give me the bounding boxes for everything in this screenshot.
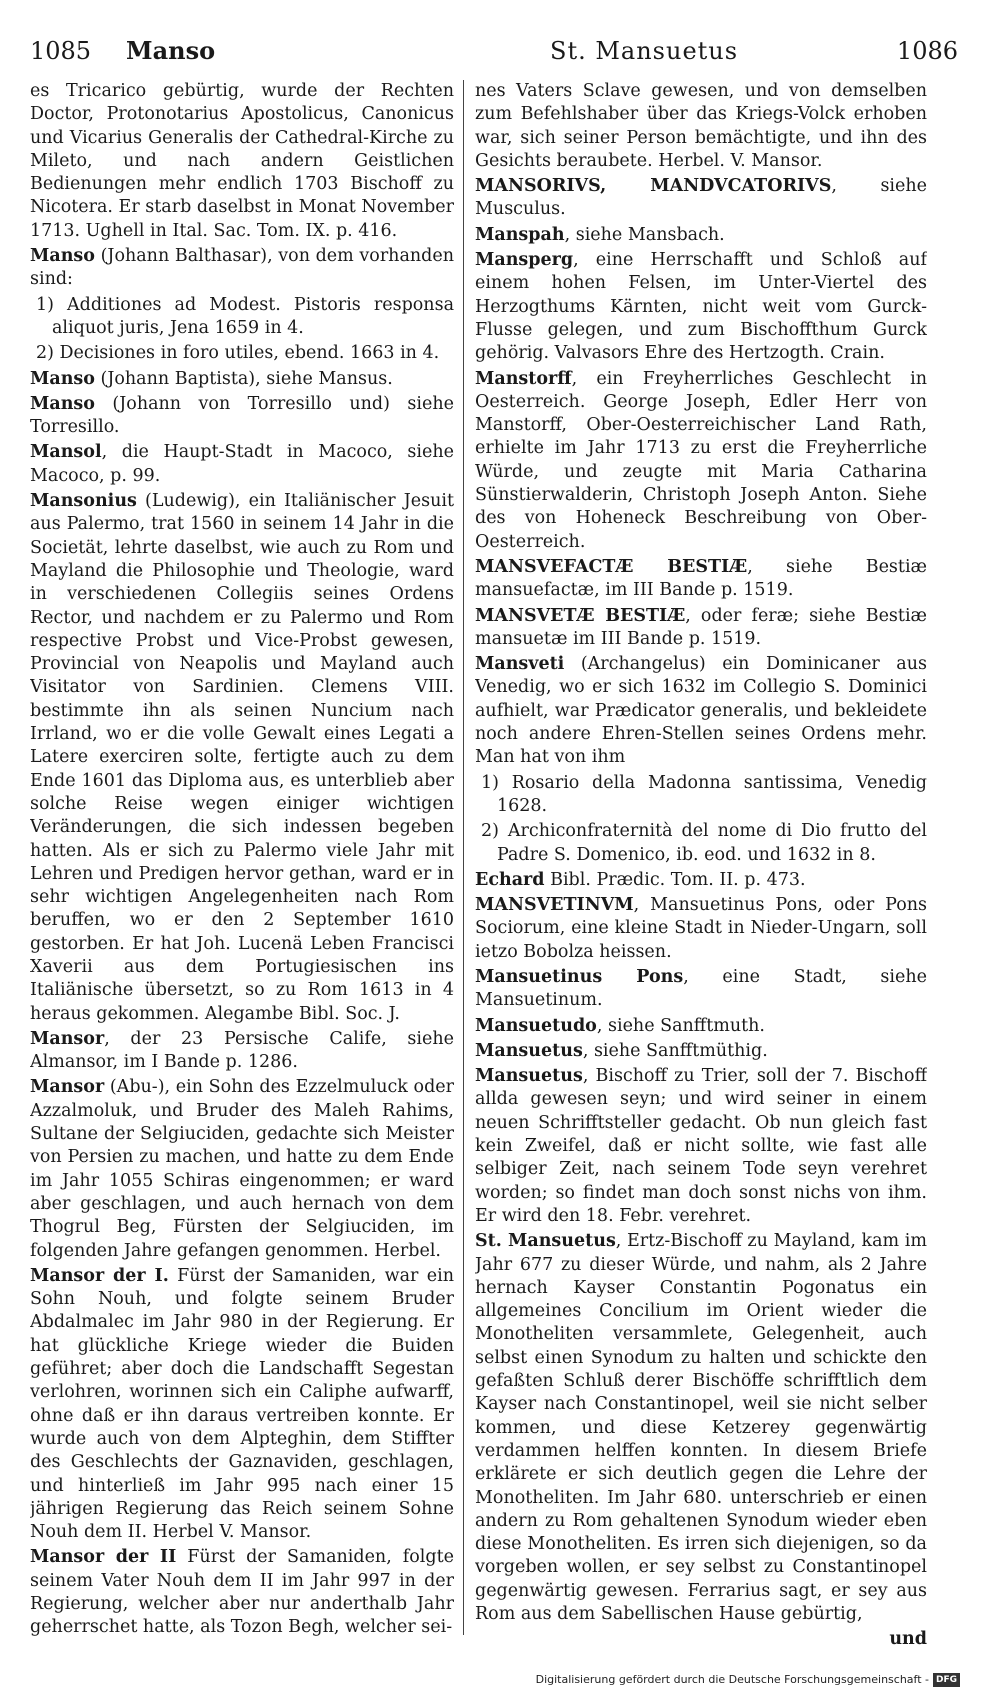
entry-headword: Manso xyxy=(30,393,95,414)
dictionary-entry xyxy=(475,653,927,769)
dictionary-entry xyxy=(475,368,927,554)
entry-headword: Mansor xyxy=(30,1077,105,1098)
dictionary-entry xyxy=(30,80,454,243)
entry-headword: Mansor xyxy=(30,1028,105,1049)
entry-text: , oder feræ; siehe Bestiæ mansuetæ im III Bande p. 1519. xyxy=(475,605,927,649)
entry-headword: Mansuetudo xyxy=(475,1015,597,1036)
page-number-left: 1085 xyxy=(30,37,92,65)
dictionary-entry xyxy=(475,1015,927,1038)
entry-text: , ein Freyherrliches Geschlecht in Oesterreich. George Joseph, Edler Herr von Manstorff, Ober-Oesterreichischer Land Rath, erhielte im Jahr 1713 zu erst die Freyherrliche Würde, und zeugte mit Maria Catharina Sünstierwalderin, Christoph Joseph Anton. Siehe des von Hoheneck Beschreibung von Ober-Oesterreich. xyxy=(475,368,927,552)
entry-text: , der 23 Persische Calife, siehe Almansor, im I Bande p. 1286. xyxy=(30,1028,454,1073)
entry-text: (Johann von Torresillo und) siehe Torresillo. xyxy=(30,393,454,438)
dictionary-entry xyxy=(475,1065,927,1228)
dictionary-entry xyxy=(475,869,927,892)
entry-headword: Manso xyxy=(30,246,95,267)
dictionary-entry xyxy=(30,368,454,391)
entry-text: , eine Stadt, siehe Mansuetinum. xyxy=(475,966,927,1011)
dictionary-entry xyxy=(475,605,927,652)
entry-text: (Ludewig), ein Italiänischer Jesuit aus Palermo, trat 1560 in seinem 14 Jahr in die Societät, lehrte daselbst, wie auch zu Rom und Mayland die Philosophie und Theologie, ward in verschiedenen Collegiis seines Ordens Rector, und nachdem er zu Palermo und Rom respective Probst und Vice-Probst gewesen, Provincial von Neapolis und Mayland auch Visitator von Sardinien. Clemens VIII. bestimmte ihn als seinen Nuncium nach Irrland, wo er die volle Gewalt eines Legati a Latere exerciren solte, fertigte auch zu dem Ende 1601 das Diploma aus, es unterblieb aber solche Reise wegen einiger wichtigen Veränderungen, die sich indessen begeben hatten. Als er sich zu Palermo viele Jahr mit Lehren und Predigen hervor gethan, ward er in sehr wichtigen Angelegenheiten nach Rom beruffen, wo er den 2 September 1610 gestorben. Er hat Joh. Lucenä Leben Francisci Xaverii aus dem Portugiesischen ins Italiänische übersetzt, so zu Rom 1613 in 4 heraus gekommen. Alegambe Bibl. Soc. J. xyxy=(30,491,454,1024)
dictionary-entry xyxy=(475,1230,927,1626)
entry-headword: MANSORIVS, MANDVCATORIVS xyxy=(475,176,832,197)
entry-headword: Mansor der I. xyxy=(30,1265,169,1286)
dictionary-entry xyxy=(475,894,927,964)
entry-text: Fürst der Samaniden, folgte seinem Vater Nouh dem II im Jahr 997 in der Regierung, welcher aber nur anderthalb Jahr geherrschet hatte, als Tozon Begh, welcher sei- xyxy=(30,1547,454,1638)
entry-text: Fürst der Samaniden, war ein Sohn Nouh, und folgte seinem Bruder Abdalmalec im Jahr 980 in der Regierung. Er hat glückliche Kriege wieder die Buiden geführet; aber doch die Landschafft Segestan verlohren, worinnen sich ein Caliphe aufwarff, ohne daß er ihn daraus vertreiben konnte. Er wurde auch von dem Alpteghin, dem Stiffter des Geschlechts der Gaznaviden, geschlagen, und hinterließ im Jahr 995 nach einer 15 jährigen Regierung das Reich seinem Sohne Nouh dem II. Herbel V. Mansor. xyxy=(30,1265,454,1543)
header-keyword-right: St. Mansuetus xyxy=(550,37,739,65)
entry-headword: Mansol xyxy=(30,442,102,463)
entry-text: , Ertz-Bischoff zu Mayland, kam im Jahr 677 zu dieser Würde, und nahm, als 2 Jahre hernach Kayser Constantin Pogonatus ein allgemeines Concilium im Orient wieder die Monotheliten versammlete, Gelegenheit, auch selbst einen Synodum zu halten und schickte den gefaßten Schluß derer Bischöffe schrifftlich dem Kayser nach Constantinopel, weil sie nicht selber kommen, und diese Ketzerey gegenwärtig verdammen helffen konnten. In diesem Briefe erklärete er sich deutlich gegen die Lehre der Monotheliten. Im Jahr 680. unterschrieb er einen andern zu Rom gehaltenen Synodum wieder eben diese Monotheliten. Es irren sich diejenigen, so da vorgeben wollen, er sey selbst zu Constantinopel gegenwärtig gewesen. Ferrarius sagt, er sey aus Rom aus dem Sabellischen Hause gebürtig, xyxy=(475,1231,927,1624)
entry-text: , siehe Bestiæ mansuefactæ, im III Bande p. 1519. xyxy=(475,556,927,601)
entry-text: 2) Decisiones in foro utiles, ebend. 1663 in 4. xyxy=(36,343,440,364)
dfg-logo: DFG xyxy=(933,1673,960,1687)
entry-headword: St. Mansuetus xyxy=(475,1231,616,1252)
entry-headword: Mansuetus xyxy=(475,1066,583,1087)
entry-headword: Manstorff xyxy=(475,368,572,389)
dictionary-entry xyxy=(30,1076,454,1262)
dictionary-entry xyxy=(30,441,454,488)
column-divider xyxy=(463,80,464,1635)
entry-headword: Mansuetus xyxy=(475,1040,583,1061)
entry-text: (Abu-), ein Sohn des Ezzelmuluck oder Azzalmoluk, und Bruder des Maleh Rahims, Sultane der Selgiuciden, gedachte sich Meister von Persien zu machen, und hatte zu dem Ende im Jahr 1055 Schiras eingenommen; er ward aber geschlagen, und auch hernach von dem Thogrul Beg, Fürsten der Selgiuciden, im folgenden Jahre gefangen genommen. Herbel. xyxy=(30,1077,454,1261)
dictionary-entry xyxy=(30,1265,454,1545)
entry-text: , eine Herrschafft und Schloß auf einem hohen Felsen, im Unter-Viertel des Herzogthums Kärnten, nicht weit vom Gurck-Flusse gelegen, und zum Bischoffthum Gurck gehörig. Valvasors Ehre des Hertzogth. Crain. xyxy=(475,250,927,364)
entry-headword: Mansveti xyxy=(475,654,565,675)
entry-text: (Johann Baptista), siehe Mansus. xyxy=(94,368,393,389)
header-keyword-left: Manso xyxy=(126,36,216,65)
left-column xyxy=(30,80,454,1645)
entry-text: , siehe Sanfftmuth. xyxy=(596,1015,765,1036)
entry-text: 2) Archiconfraternità del nome di Dio frutto del Padre S. Domenico, ib. eod. und 1632 in 8. xyxy=(481,821,927,865)
running-header xyxy=(30,36,958,70)
entry-headword: MANSVETINVM xyxy=(475,895,634,916)
entry-headword: MANSVETÆ BESTIÆ xyxy=(475,605,686,626)
dictionary-entry xyxy=(475,772,927,819)
dictionary-entry xyxy=(30,1028,454,1075)
entry-text: nes Vaters Sclave gewesen, und von demselben zum Befehlshaber über das Kriegs-Volck erhoben war, sich seiner Person bemächtigte, und ihn des Gesichts beraubete. Herbel. V. Mansor. xyxy=(475,81,927,171)
entry-text: , siehe Mansbach. xyxy=(564,224,725,245)
dictionary-entry xyxy=(475,80,927,173)
dictionary-entry xyxy=(475,224,927,247)
entry-text: 1) Rosario della Madonna santissima, Venedig 1628. xyxy=(481,772,927,816)
entry-headword: MANSVEFACTÆ BESTIÆ xyxy=(475,556,748,577)
entry-text: (Johann Balthasar), von dem vorhanden sind: xyxy=(30,246,454,290)
dictionary-entry xyxy=(30,1546,454,1639)
catchword: und xyxy=(889,1629,927,1645)
entry-headword: Echard xyxy=(475,869,545,890)
digitization-footer xyxy=(536,1672,960,1690)
dictionary-entry xyxy=(30,393,454,440)
dictionary-entry xyxy=(30,342,454,365)
entry-headword: Mansonius xyxy=(30,491,137,512)
right-column xyxy=(475,80,927,1645)
entry-headword: Mansperg xyxy=(475,250,574,271)
entry-text: 1) Additiones ad Modest. Pistoris responsa aliquot juris, Jena 1659 in 4. xyxy=(36,294,454,338)
entry-headword: Manso xyxy=(30,368,95,389)
entry-headword: Manspah xyxy=(475,224,565,245)
dictionary-entry xyxy=(30,294,454,341)
dictionary-entry xyxy=(30,490,454,1026)
dictionary-entry xyxy=(475,175,927,222)
entry-text: , siehe Sanfftmüthig. xyxy=(582,1040,768,1061)
entry-text: , siehe Musculus. xyxy=(475,176,927,220)
entry-text: , Bischoff zu Trier, soll der 7. Bischoff allda gewesen seyn; und wird seiner in einem neuen Schrifftsteller gedacht. Ob nun gleich fast kein Zweifel, daß er nicht sollte, wie fast alle selbiger Zeit, nach seinem Tode seyn verehret worden; so findet man doch sonst nichs von ihm. Er wird den 18. Febr. verehret. xyxy=(475,1066,927,1226)
entry-text: es Tricarico gebürtig, wurde der Rechten Doctor, Protonotarius Apostolicus, Canonicus und Vicarius Generalis der Cathedral-Kirche zu Mileto, und nach andern Geistlichen Bedienungen mehr endlich 1703 Bischoff zu Nicotera. Er starb daselbst in Monat November 1713. Ughell in Ital. Sac. Tom. IX. p. 416. xyxy=(30,81,454,241)
entry-text: Bibl. Prædic. Tom. II. p. 473. xyxy=(544,869,806,890)
dictionary-entry xyxy=(475,556,927,603)
entry-text: , Mansuetinus Pons, oder Pons Sociorum, eine kleine Stadt in Nieder-Ungarn, soll ietzo Bobolza heissen. xyxy=(475,895,927,962)
dictionary-entry xyxy=(475,249,927,365)
dictionary-entry xyxy=(475,966,927,1013)
entry-headword: Mansuetinus Pons xyxy=(475,966,684,987)
entry-text: (Archangelus) ein Dominicaner aus Venedig, wo er sich 1632 im Collegio S. Dominici aufhielt, war Prædicator generalis, und bekleidete noch andere Ehren-Stellen seines Ordens mehr. Man hat von ihm xyxy=(475,654,927,768)
page-number-right: 1086 xyxy=(896,37,958,65)
entry-headword: Mansor der II xyxy=(30,1547,177,1568)
dictionary-entry xyxy=(475,820,927,867)
footer-text: Digitalisierung gefördert durch die Deutsche Forschungsgemeinschaft - xyxy=(535,1673,929,1686)
dictionary-entry xyxy=(475,1040,927,1063)
dictionary-entry xyxy=(30,245,454,292)
entry-text: , die Haupt-Stadt in Macoco, siehe Macoco, p. 99. xyxy=(30,442,454,486)
